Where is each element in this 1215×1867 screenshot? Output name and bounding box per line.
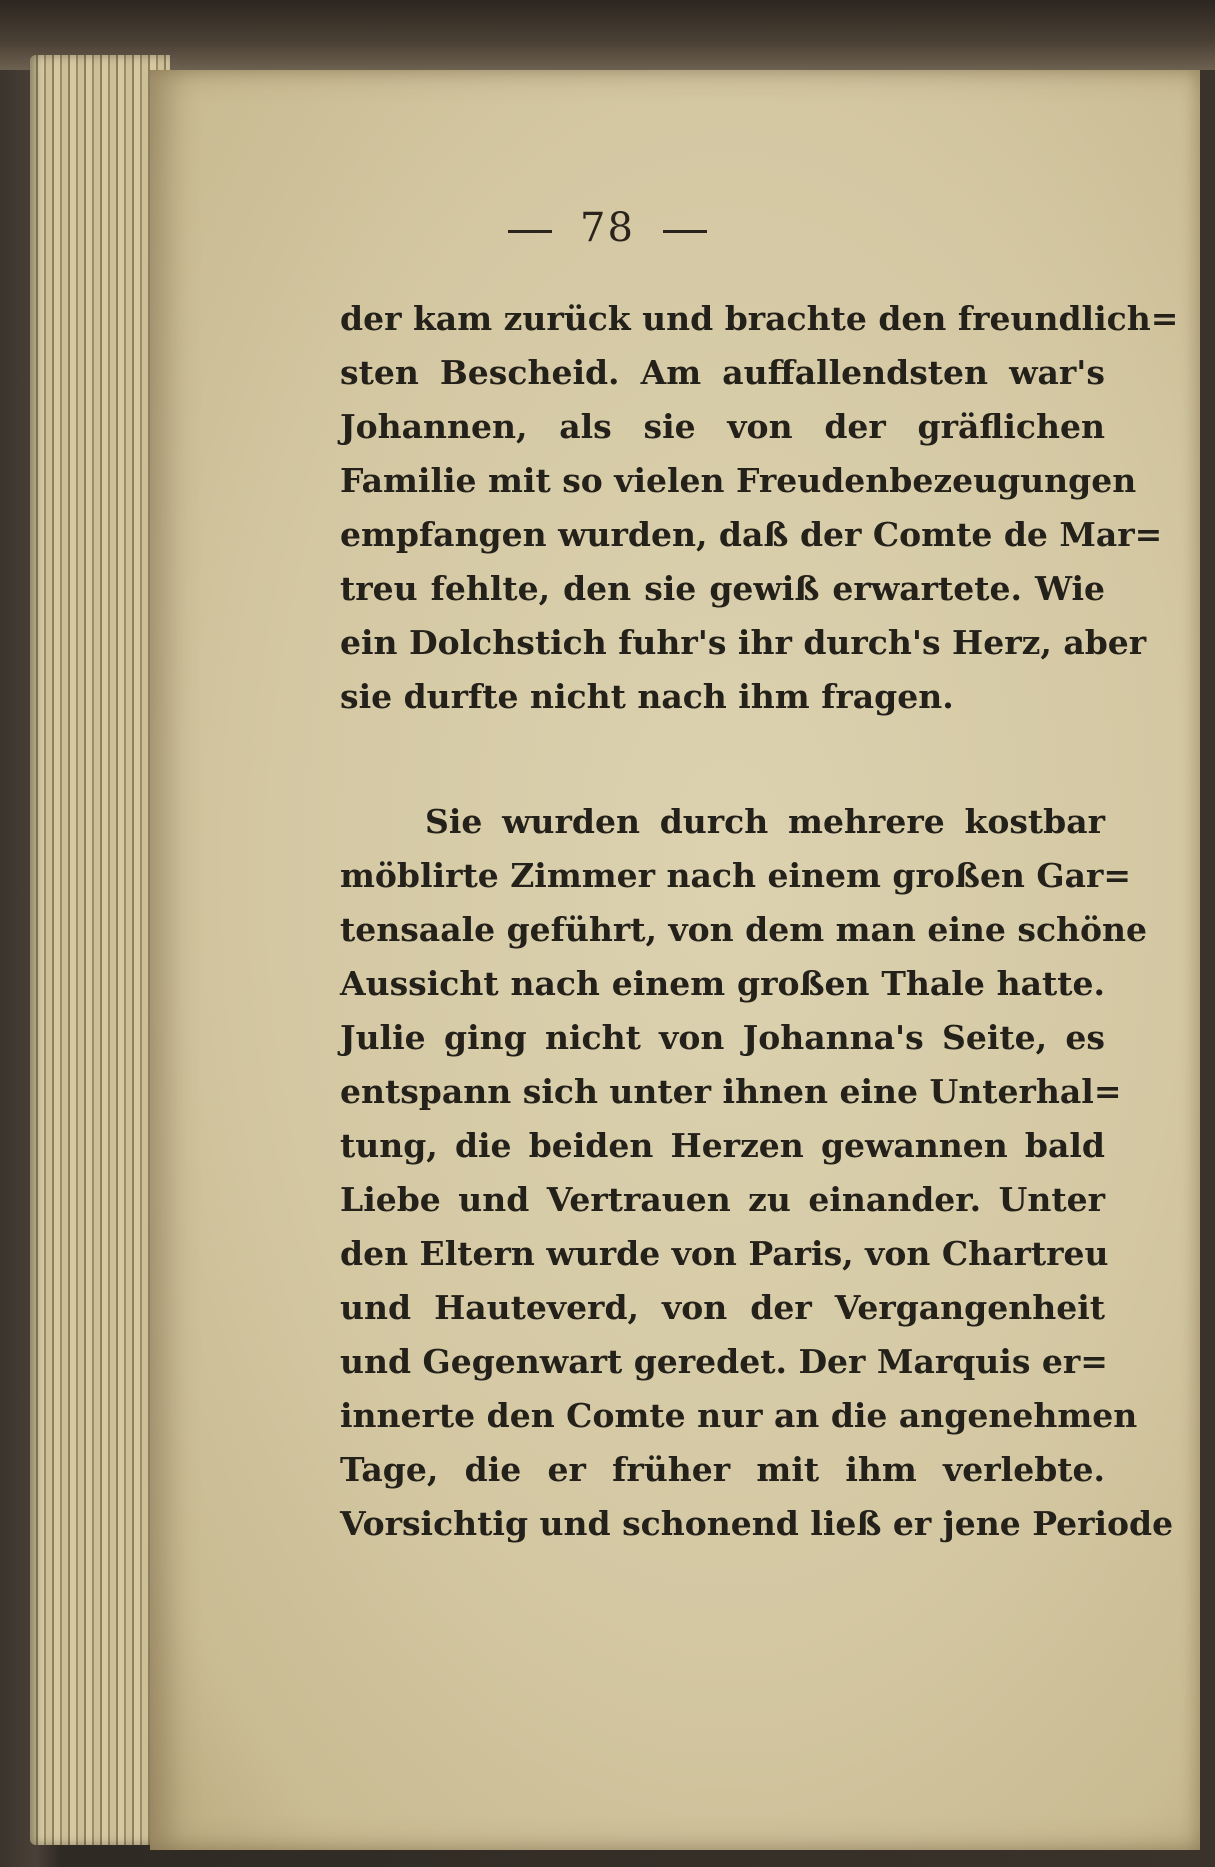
book-cover-top-edge bbox=[0, 0, 1215, 70]
text-line: entspann sich unter ihnen eine Unterhal= bbox=[340, 1072, 1122, 1111]
text-line: Liebe und Vertrauen zu einander. Unter bbox=[340, 1180, 1105, 1219]
text-line: und Gegenwart geredet. Der Marquis er= bbox=[340, 1342, 1108, 1381]
text-line: Sie wurden durch mehrere kostbar bbox=[425, 802, 1105, 841]
text-line: sten Bescheid. Am auffallendsten war's bbox=[340, 353, 1105, 392]
text-line: den Eltern wurde von Paris, von Chartreu bbox=[340, 1234, 1109, 1273]
text-line: Julie ging nicht von Johanna's Seite, es bbox=[340, 1018, 1105, 1057]
dash-left bbox=[508, 230, 552, 233]
text-line: innerte den Comte nur an die angenehmen bbox=[340, 1396, 1138, 1435]
paragraph-1 bbox=[340, 292, 1179, 724]
text-line: tensaale geführt, von dem man eine schöne bbox=[340, 910, 1148, 949]
text-line: möblirte Zimmer nach einem großen Gar= bbox=[340, 856, 1132, 895]
text-line: empfangen wurden, daß der Comte de Mar= bbox=[340, 515, 1163, 554]
text-line: Johannen, als sie von der gräflichen bbox=[340, 407, 1105, 446]
text-line: der kam zurück und brachte den freundlich= bbox=[340, 299, 1179, 338]
dash-right bbox=[663, 230, 707, 233]
text-line: Aussicht nach einem großen Thale hatte. bbox=[340, 964, 1105, 1003]
text-line: ein Dolchstich fuhr's ihr durch's Herz, aber bbox=[340, 623, 1147, 662]
text-line: und Hauteverd, von der Vergangenheit bbox=[340, 1288, 1105, 1327]
text-line: sie durfte nicht nach ihm fragen. bbox=[340, 677, 954, 716]
text-line: tung, die beiden Herzen gewannen bald bbox=[340, 1126, 1105, 1165]
text-line: Tage, die er früher mit ihm verlebte. bbox=[340, 1450, 1105, 1489]
text-line: treu fehlte, den sie gewiß erwartete. Wie bbox=[340, 569, 1105, 608]
page-number: 78 bbox=[580, 205, 635, 251]
page-edges bbox=[30, 55, 170, 1845]
text-line: Familie mit so vielen Freudenbezeugungen bbox=[340, 461, 1137, 500]
text-line: Vorsichtig und schonend ließ er jene Periode bbox=[340, 1504, 1174, 1543]
paragraph-2 bbox=[340, 795, 1174, 1551]
page-number-header bbox=[0, 205, 1215, 251]
